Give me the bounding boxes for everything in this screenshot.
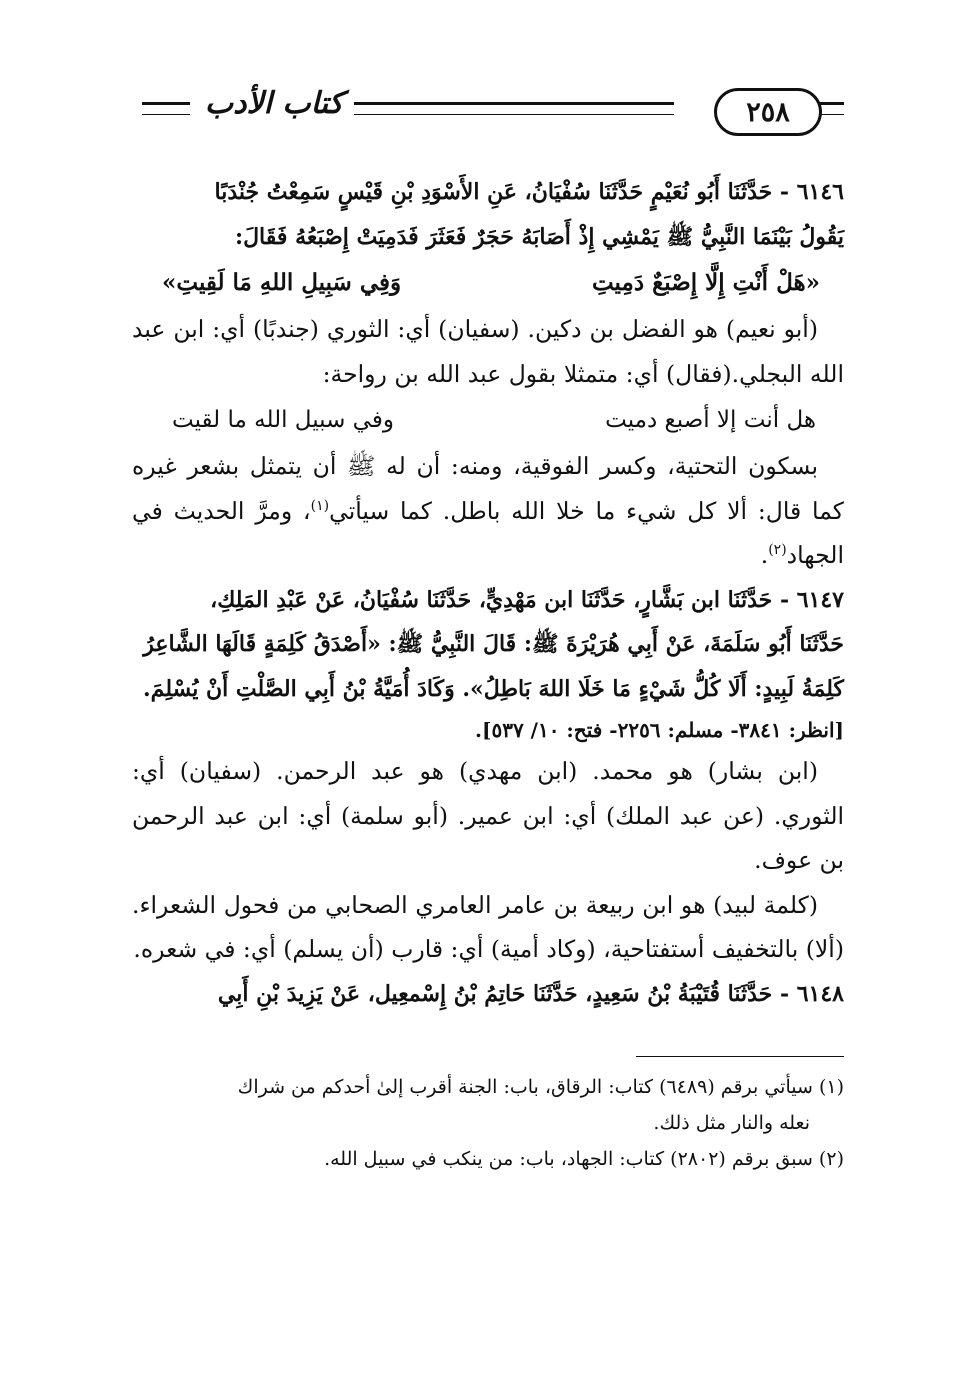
page-body bbox=[132, 170, 844, 1016]
verse-2 bbox=[132, 396, 844, 444]
verse-hemistich-left: وفي سبيل الله ما لقيت bbox=[172, 407, 394, 433]
footnote-1 bbox=[132, 1069, 844, 1141]
commentary-line: أي: في شعره. bbox=[133, 935, 276, 963]
hadith-line: ٦١٤٨ - حَدَّثَنَا قُتَيْبَةُ بْنُ سَعِيدٍ، حَدَّثَنَا حَاتِمُ بْنُ إِسْمعِيل، عَنْ يَزِيدَ بْنِ أَبِي bbox=[217, 980, 844, 1007]
hadith-line: كَلِمَةُ لَبِيدٍ: أَلَا كُلُّ شَيْءٍ مَا خَلَا اللهَ بَاطِلُ». وَكَادَ أُمَيَّةُ بْنُ أَبِي الصَّلْتِ أَنْ يُسْلِمَ. bbox=[143, 675, 844, 702]
header-rule-left bbox=[142, 102, 190, 115]
footnotes bbox=[132, 1069, 844, 1177]
commentary-2 bbox=[132, 444, 844, 578]
commentary-line: عبد الرحمن بن عوف. bbox=[132, 801, 844, 874]
commentary-line: (ابن بشار) هو محمد. (ابن مهدي) هو عبد الرحمن. (سفيان) bbox=[179, 757, 818, 785]
commentary-line: ، ومرَّ bbox=[255, 496, 311, 525]
verse-hemistich-right: «هَلْ أَنْتِ إِلَّا إِصْبَعٌ دَمِيتِ bbox=[591, 269, 820, 296]
hadith-line: حَدَّثَنَا أَبُو سَلَمَةَ، عَنْ أَبِي هُرَيْرَةَ ﷺ: قَالَ النَّبِيُّ ﷺ: «أَصْدَقُ كَلِمَةٍ قَالَهَا الشَّاعِرُ bbox=[143, 631, 844, 657]
hadith-line: يَقُولُ بَيْنَمَا النَّبِيُّ ﷺ يَمْشِي إِذْ أَصَابَهُ حَجَرٌ فَعَثَرَ فَدَمِيَتْ إِصْبَعُهُ فَقَالَ: bbox=[234, 223, 844, 250]
commentary-line: غيره كما قال: ألا كل شيء ما خلا الله باطل. كما سيأتي bbox=[132, 452, 844, 525]
hadith-line: ٦١٤٧ - حَدَّثَنَا ابن بَشَّارٍ، حَدَّثَنَا ابن مَهْدِيٍّ، حَدَّثَنَا سُفْيَانُ، عَنْ عَبْدِ المَلِكِ، bbox=[210, 586, 844, 613]
footnote-ref-1[interactable]: (١) bbox=[310, 497, 330, 514]
commentary-line: (أبو نعيم) هو الفضل بن دكين. (سفيان) أي: الثوري (جندبًا) bbox=[252, 315, 818, 343]
commentary-line: (كلمة لبيد) هو ابن ربيعة بن عامر العامري الصحابي من فحول bbox=[223, 890, 818, 919]
header-rule-middle bbox=[354, 102, 674, 115]
hadith-6146 bbox=[132, 170, 844, 259]
hadith-6147 bbox=[132, 578, 844, 712]
commentary-line: الحديث في الجهاد bbox=[132, 496, 844, 569]
page-number: ٢٥٨ bbox=[714, 88, 822, 136]
page-header bbox=[132, 78, 844, 138]
commentary-line: . bbox=[760, 541, 769, 569]
footnote-text-continued: نعله والنار مثل ذلك. bbox=[653, 1112, 810, 1134]
footnote-text: (٢) سبق برقم (٢٨٠٢) كتاب: الجهاد، باب: من ينكب في سبيل الله. bbox=[324, 1148, 844, 1170]
verse-hemistich-right: هل أنت إلا أصبع دميت bbox=[605, 407, 816, 433]
commentary-1 bbox=[132, 307, 844, 396]
verse-1 bbox=[132, 259, 844, 307]
footnote-separator bbox=[636, 1056, 844, 1057]
footnote-ref-2[interactable]: (٢) bbox=[768, 542, 787, 559]
commentary-line: الشعراء. (ألا) بالتخفيف أستفتاحية، (وكاد أمية) أي: قارب (أن يسلم) bbox=[132, 890, 844, 963]
footnote-text: (١) سيأتي برقم (٦٤٨٩) كتاب: الرقاق، باب: الجنة أقرب إلىٰ أحدكم من شراك bbox=[237, 1076, 844, 1098]
hadith-line: ٦١٤٦ - حَدَّثَنَا أَبُو نُعَيْمٍ حَدَّثَنَا سُفْيَانُ، عَنِ الأَسْوَدِ بْنِ قَيْسٍ سَمِعْتُ جُنْدَبًا bbox=[214, 179, 844, 205]
commentary-line: أي: ابن عبد الله البجلي.(فقال) أي: متمثلا بقول عبد الله بن رواحة: bbox=[132, 315, 844, 388]
commentary-4 bbox=[132, 883, 844, 972]
book-page bbox=[132, 78, 844, 1368]
commentary-line: أي: الثوري. (عن عبد الملك) أي: ابن عمير. (أبو سلمة) أي: ابن bbox=[132, 757, 845, 830]
verse-hemistich-left: وَفِي سَبِيلِ اللهِ مَا لَقِيتِ» bbox=[162, 269, 402, 296]
hadith-reference: [انظر: ٣٨٤١- مسلم: ٢٢٥٦- فتح: ١٠/ ٥٣٧]. bbox=[475, 718, 844, 742]
book-title: كتاب الأدب bbox=[204, 86, 344, 121]
footnote-2 bbox=[132, 1141, 844, 1177]
commentary-3 bbox=[132, 749, 844, 883]
commentary-line: بسكون التحتية، وكسر الفوقية، ومنه: أن له ﷺ أن يتمثل بشعر bbox=[187, 452, 818, 480]
hadith-6148 bbox=[132, 972, 844, 1017]
header-rule-right bbox=[820, 102, 844, 115]
